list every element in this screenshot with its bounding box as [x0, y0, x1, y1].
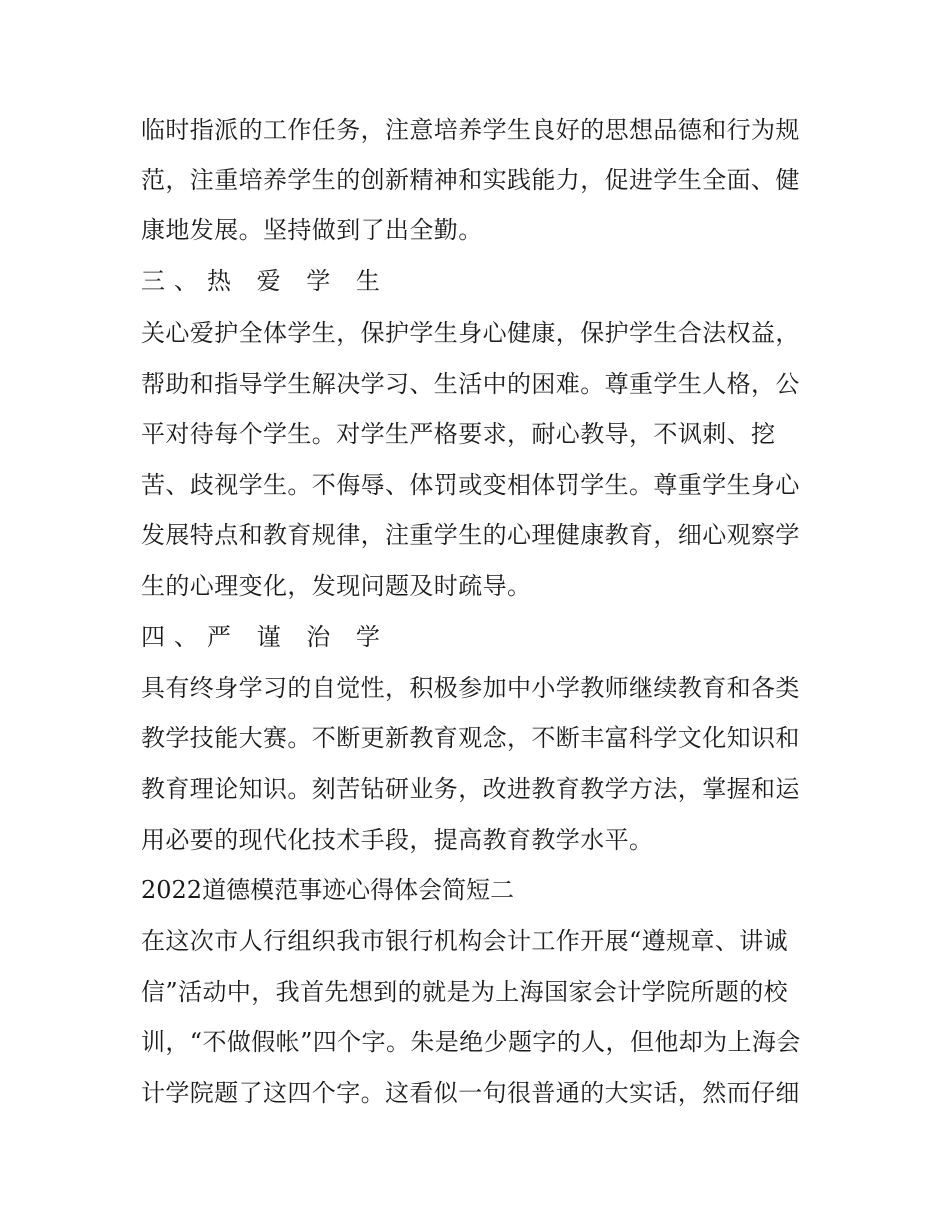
text-line: 苦、歧视学生。不侮辱、体罚或变相体罚学生。尊重学生身心	[141, 471, 800, 499]
article-title: 2022道德模范事迹心得体会简短二	[141, 876, 515, 904]
section-heading: 四、严 谨 治 学	[141, 623, 389, 651]
text-line: 范，注重培养学生的创新精神和实践能力，促进学生全面、健	[141, 166, 800, 194]
text-line: 康地发展。坚持做到了出全勤。	[141, 216, 483, 244]
text-line: 帮助和指导学生解决学习、生活中的困难。尊重学生人格，公	[141, 370, 800, 398]
text-line: 计学院题了这四个字。这看似一句很普通的大实话，然而仔细	[141, 1079, 800, 1107]
text-line: 生的心理变化，发现问题及时疏导。	[141, 572, 532, 600]
text-line: 发展特点和教育规律，注重学生的心理健康教育，细心观察学	[141, 521, 800, 549]
text-line: 临时指派的工作任务，注意培养学生良好的思想品德和行为规	[141, 116, 800, 144]
text-line: 具有终身学习的自觉性，积极参加中小学教师继续教育和各类	[141, 674, 800, 702]
text-line: 关心爱护全体学生，保护学生身心健康，保护学生合法权益，	[141, 319, 800, 347]
text-line: 训，“不做假帐”四个字。朱是绝少题字的人，但他却为上海会	[141, 1028, 801, 1056]
section-heading: 三、热 爱 学 生	[141, 267, 389, 295]
text-line: 教学技能大赛。不断更新教育观念，不断丰富科学文化知识和	[141, 724, 800, 752]
text-line: 在这次市人行组织我市银行机构会计工作开展“遵规章、讲诚	[141, 927, 789, 955]
text-line: 用必要的现代化技术手段，提高教育教学水平。	[141, 826, 654, 854]
text-line: 平对待每个学生。对学生严格要求，耐心教导，不讽刺、挖	[141, 420, 776, 448]
text-line: 教育理论知识。刻苦钻研业务，改进教育教学方法，掌握和运	[141, 775, 800, 803]
text-line: 信”活动中，我首先想到的就是为上海国家会计学院所题的校	[141, 978, 789, 1006]
